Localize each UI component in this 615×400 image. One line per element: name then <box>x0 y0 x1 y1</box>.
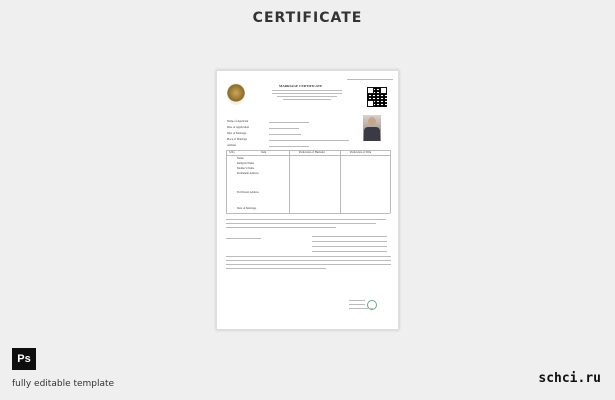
editable-note: fully editable template <box>12 379 115 389</box>
table-row: Name <box>237 157 244 160</box>
photoshop-icon: Ps <box>12 348 36 370</box>
page-title: CERTIFICATE <box>252 10 363 26</box>
brand-watermark: schci.ru <box>538 371 601 386</box>
table-row: Permanent Address <box>237 172 259 175</box>
table-header: Particulars of Wife <box>350 151 372 154</box>
table-row: Date of Marriage <box>237 207 257 210</box>
table-row: Religion Name <box>237 162 255 165</box>
row-label: Name of Applicant <box>227 120 249 123</box>
row-label: Place of Marriage <box>227 138 248 141</box>
emblem-icon <box>227 83 245 105</box>
certificate-document <box>216 70 399 330</box>
table-header: Particulars of Husband <box>299 151 325 154</box>
table-row: Full Postal Address <box>237 191 259 194</box>
table-row: Mother's Name <box>237 167 255 170</box>
table-header: S.No <box>229 151 235 154</box>
row-label: Address <box>227 144 237 147</box>
row-label: Date of Marriage <box>227 132 247 135</box>
certificate-heading: MARRIAGE CERTIFICATE <box>279 84 323 88</box>
row-label: Date of Application <box>227 126 250 129</box>
table-header: Item <box>261 151 267 154</box>
